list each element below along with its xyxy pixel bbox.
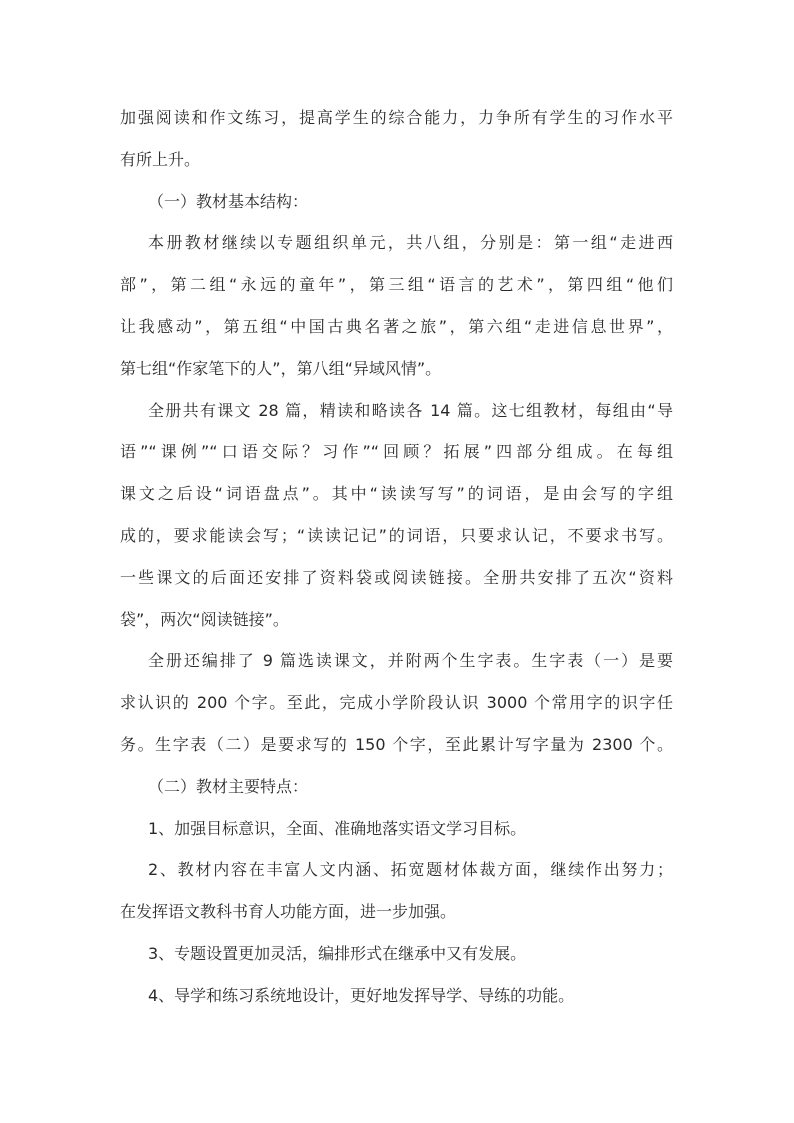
text-line: 1、加强目标意识，全面、准确地落实语文学习目标。 [148, 818, 527, 838]
text-line: 第七组“作家笔下的人”，第八组“异域风情”。 [120, 358, 442, 378]
feature-item-1 [120, 808, 673, 850]
text-line: 全册还编排了 9 篇选读课文，并附两个生字表。生字表（一）是要 [148, 651, 673, 671]
heading-line: （二）教材主要特点： [148, 776, 309, 796]
text-line: 3、专题设置更加灵活，编排形式在继承中又有发展。 [148, 943, 527, 963]
paragraph-units [120, 222, 673, 389]
text-line: 求认识的 200 个字。至此，完成小学阶段认识 3000 个常用字的识字任 [120, 693, 673, 713]
heading-line: （一）教材基本结构： [148, 191, 309, 211]
text-line: 2、教材内容在丰富人文内涵、拓宽题材体裁方面，继续作出努力； [148, 860, 673, 880]
feature-item-3 [120, 933, 673, 975]
text-line: 让我感动”，第五组“中国古典名著之旅”，第六组“走进信息世界”， [120, 316, 673, 336]
section-heading-features [120, 766, 673, 808]
text-line: 4、导学和练习系统地设计，更好地发挥导学、导练的功能。 [148, 985, 575, 1005]
text-line: 务。生字表（二）是要求写的 150 个字，至此累计写字量为 2300 个。 [120, 734, 673, 754]
feature-item-4 [120, 975, 673, 1017]
paragraph-character-tables [120, 640, 673, 765]
document-body [120, 97, 673, 1017]
text-line: 部”，第二组“永远的童年”，第三组“语言的艺术”，第四组“他们 [120, 275, 673, 295]
text-line: 一些课文的后面还安排了资料袋或阅读链接。全册共安排了五次“资料 [120, 567, 673, 587]
text-line: 成的，要求能读会写；“读读记记”的词语，只要求认记，不要求书写。 [120, 525, 673, 545]
text-line: 全册共有课文 28 篇，精读和略读各 14 篇。这七组教材，每组由“导 [148, 400, 673, 420]
text-line: 在发挥语文教科书育人功能方面，进一步加强。 [120, 902, 457, 922]
text-line: 袋”，两次“阅读链接”。 [120, 609, 289, 629]
text-line: 语”“课例”“口语交际？习作”“回顾？拓展”四部分组成。在每组 [120, 442, 673, 462]
text-line: 本册教材继续以专题组织单元，共八组，分别是：第一组“走进西 [148, 233, 673, 253]
section-heading-structure [120, 181, 673, 223]
text-line: 有所上升。 [120, 149, 201, 169]
feature-item-2 [120, 849, 673, 933]
text-line: 加强阅读和作文练习，提高学生的综合能力，力争所有学生的习作水平 [120, 108, 673, 127]
text-line: 课文之后设“词语盘点”。其中“读读写写”的词语，是由会写的字组 [120, 484, 673, 504]
paragraph-intro-continuation [120, 97, 673, 181]
paragraph-lessons [120, 390, 673, 641]
